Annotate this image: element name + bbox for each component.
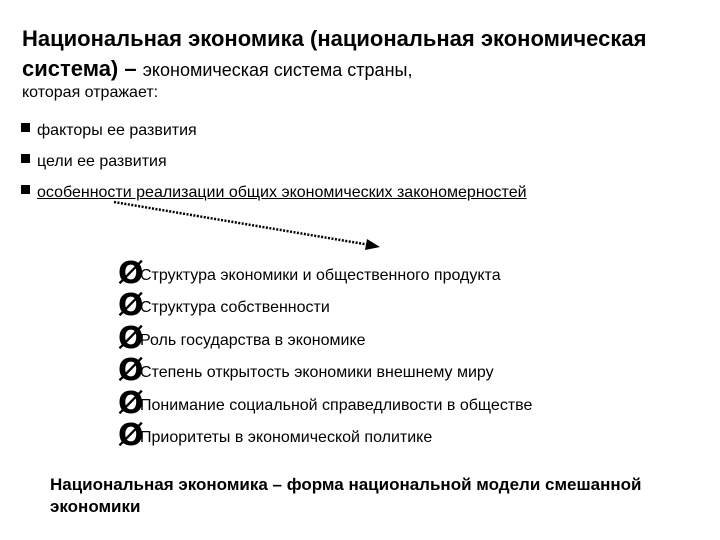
arrowhead-bullet-icon: Ø bbox=[118, 353, 144, 388]
structure-item bbox=[118, 350, 708, 388]
structure-item bbox=[118, 415, 708, 453]
structure-item bbox=[118, 252, 708, 291]
structure-item bbox=[118, 317, 708, 356]
factor-label: факторы ее развития bbox=[37, 121, 197, 139]
arrowhead-bullet-icon: Ø bbox=[118, 320, 144, 356]
arrowhead-bullet-icon: Ø bbox=[118, 288, 144, 323]
title-definition: экономическая система страны, bbox=[142, 60, 413, 80]
structure-label: Роль государства в экономике bbox=[140, 331, 366, 349]
factor-label: особенности реализации общих экономических закономерностей bbox=[37, 183, 527, 201]
structure-item bbox=[118, 382, 708, 421]
title-term: Национальная экономика (национальная экономическая система) – bbox=[22, 26, 647, 81]
arrowhead-bullet-icon: Ø bbox=[118, 255, 144, 291]
subtitle: которая отражает: bbox=[22, 84, 159, 101]
structure-label: Структура экономики и общественного продукта bbox=[140, 266, 501, 284]
factor-label: цели ее развития bbox=[37, 152, 167, 170]
structure-list bbox=[118, 252, 708, 453]
structure-label: Приоритеты в экономической политике bbox=[140, 429, 433, 446]
arrowhead-bullet-icon: Ø bbox=[118, 418, 144, 453]
structure-label: Структура собственности bbox=[140, 299, 330, 316]
structure-label: Понимание социальной справедливости в обществе bbox=[140, 396, 533, 414]
structure-label: Степень открытость экономики внешнему миру bbox=[140, 364, 494, 381]
structure-item bbox=[118, 285, 708, 323]
arrowhead-bullet-icon: Ø bbox=[118, 385, 144, 421]
conclusion-text: Национальная экономика – форма национальной модели смешанной экономики bbox=[50, 475, 642, 516]
